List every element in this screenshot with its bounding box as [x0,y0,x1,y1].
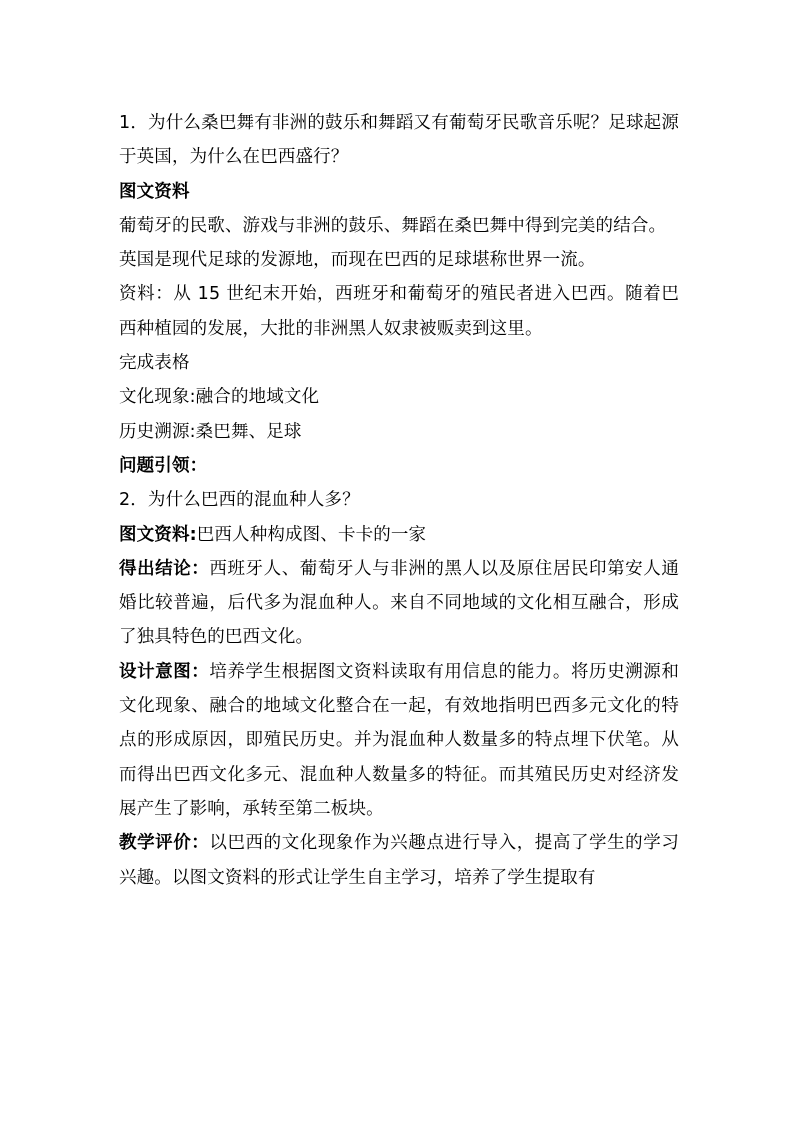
table-title: 完成表格 [119,353,190,374]
historical-origin: 历史溯源:桑巴舞、足球 [119,421,302,442]
design-intent-label: 设计意图： [119,661,210,682]
culture-phenomenon: 文化现象:融合的地域文化 [119,387,320,408]
question-guide-heading: 问题引领： [119,455,208,476]
design-intent-text: 培养学生根据图文资料读取有用信息的能力。将历史溯源和文化现象、融合的地域文化整合在一起，有效地指明巴西多元文化的特点的形成原因，即殖民历史。并为混血种人数量多的特点埋下伏笔。从而得出巴西文化多元、混血种人数量多的特征。而其殖民历史对经济发展产生了影响，承转至第二板块。 [119,661,679,819]
question-1: 1．为什么桑巴舞有非洲的鼓乐和舞蹈又有葡萄牙民歌音乐呢？足球起源于英国，为什么在巴西盛行？ [119,113,679,168]
materials-heading: 图文资料 [119,181,190,202]
question-2: 2．为什么巴西的混血种人多？ [119,490,360,511]
design-intent [119,655,679,826]
conclusion-label: 得出结论： [119,558,210,579]
conclusion [119,552,679,655]
materials-2 [119,518,679,552]
material-history: 资料：从 15 世纪末开始，西班牙和葡萄牙的殖民者进入巴西。随着巴西种植园的发展，大批的非洲黑人奴隶被贩卖到这里。 [119,284,679,339]
materials-2-label: 图文资料: [119,524,197,545]
materials-2-text: 巴西人种构成图、卡卡的一家 [196,524,427,545]
conclusion-text: 西班牙人、葡萄牙人与非洲的黑人以及原住居民印第安人通婚比较普遍，后代多为混血种人。来自不同地域的文化相互融合，形成了独具特色的巴西文化。 [119,558,679,648]
material-football: 英国是现代足球的发源地，而现在巴西的足球堪称世界一流。 [119,250,596,271]
document-body [119,106,679,895]
teaching-evaluation-text: 以巴西的文化现象作为兴趣点进行导入，提高了学生的学习兴趣。以图文资料的形式让学生自主学习，培养了学生提取有 [119,833,679,888]
teaching-evaluation-label: 教学评价： [119,833,210,854]
teaching-evaluation [119,826,679,895]
material-portugal-africa: 葡萄牙的民歌、游戏与非洲的鼓乐、舞蹈在桑巴舞中得到完美的结合。 [119,215,667,236]
